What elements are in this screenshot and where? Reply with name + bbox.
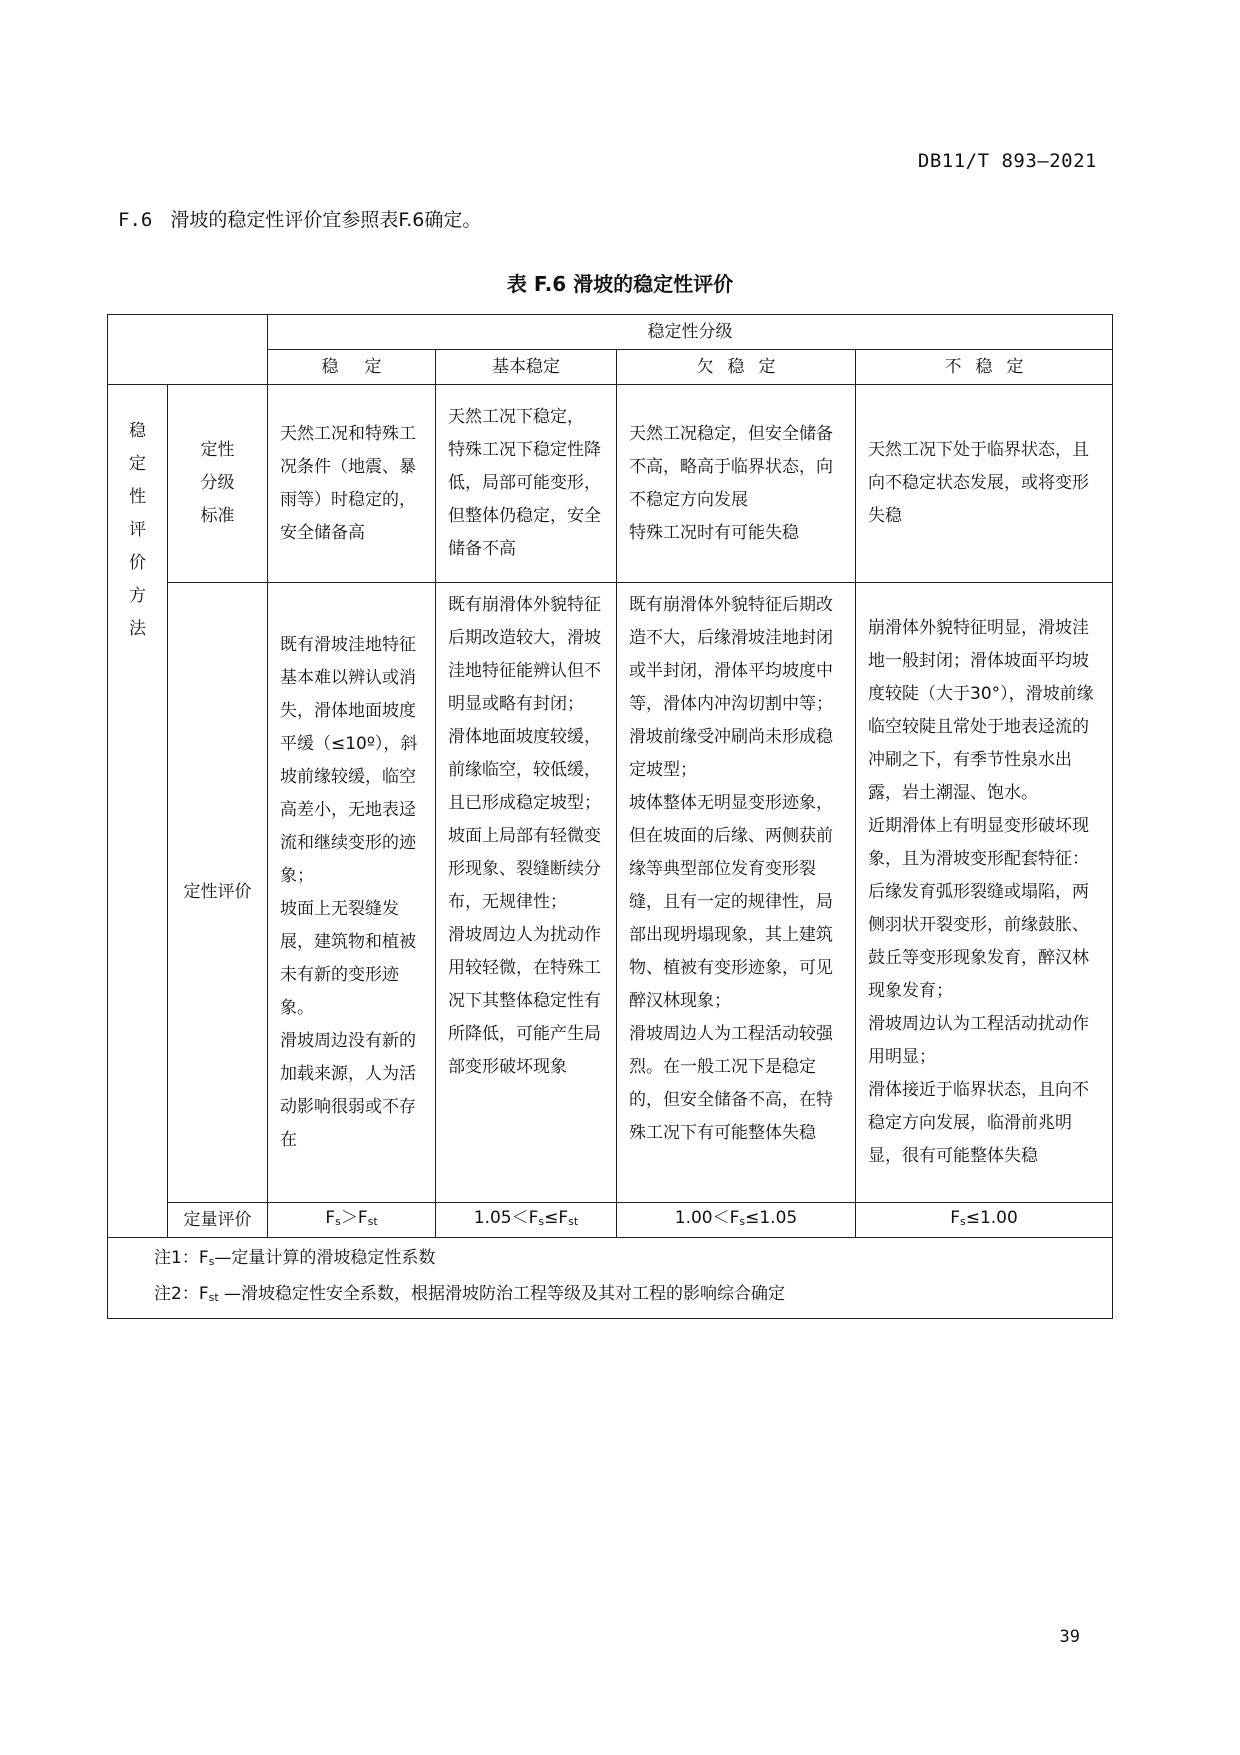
- qualitative-less-stable: 既有崩滑体外貌特征后期改造不大，后缘滑坡洼地封闭或半封闭，滑体平均坡度中等，滑体内冲沟切割中等； 滑坡前缘受冲刷尚未形成稳定坡型； 坡体整体无明显变形迹象，但在坡面的后缘、两侧获前缘等典型部位发育变形裂缝，且有一定的规律性，局部出现坍塌现象，其上建筑物、植被有变形迹象，可见醉汉林现象； 滑坡周边人为工程活动较强烈。在一般工况下是稳定的，但安全储备不高，在特殊工况下有可能整体失稳: [617, 583, 856, 1203]
- corner-cell: [108, 315, 268, 385]
- row-label-quantitative: 定量评价: [168, 1203, 268, 1238]
- classification-unstable: 天然工况下处于临界状态，且向不稳定状态发展，或将变形失稳: [856, 385, 1113, 583]
- classification-basically-stable: 天然工况下稳定， 特殊工况下稳定性降低，局部可能变形， 但整体仍稳定，安全储备不高: [436, 385, 617, 583]
- qualitative-basically-stable: 既有崩滑体外貌特征后期改造较大，滑坡洼地特征能辨认但不明显或略有封闭； 滑体地面坡度较缓，前缘临空，较低缓，且已形成稳定坡型； 坡面上局部有轻微变形现象、裂缝断续分布，无规律性； 滑坡周边人为扰动作用较轻微，在特殊工况下其整体稳定性有所降低，可能产生局部变形破坏现象: [436, 583, 617, 1203]
- row-label-qualitative: 定性评价: [168, 583, 268, 1203]
- qualitative-unstable: 崩滑体外貌特征明显，滑坡洼地一般封闭；滑体坡面平均坡度较陡（大于30°），滑坡前缘临空较陡且常处于地表迳流的冲刷之下，有季节性泉水出露，岩土潮湿、饱水。 近期滑体上有明显变形破坏现象，且为滑坡变形配套特征：后缘发育弧形裂缝或塌陷，两侧羽状开裂变形，前缘鼓胀、鼓丘等变形现象发育，醉汉林现象发育； 滑坡周边认为工程活动扰动作用明显； 滑体接近于临界状态，且向不稳定方向发展，临滑前兆明显，很有可能整体失稳: [856, 583, 1113, 1203]
- classification-less-stable: 天然工况稳定，但安全储备不高，略高于临界状态，向不稳定方向发展 特殊工况时有可能失稳: [617, 385, 856, 583]
- document-code: DB11/T 893—2021: [917, 150, 1097, 172]
- note-2: 注2：$F_{st}$ —滑坡稳定性安全系数，根据滑坡防治工程等级及其对工程的影响综合确定: [154, 1284, 786, 1304]
- column-header-unstable: 不稳定: [856, 350, 1113, 385]
- note-1: 注1：$F_s—$定量计算的滑坡稳定性系数: [154, 1248, 436, 1268]
- table-title: 表 F.6 滑坡的稳定性评价: [506, 272, 734, 296]
- table-notes: [108, 1238, 1113, 1319]
- quantitative-basically-stable: $1.05<F_s\le F_{st}$: [436, 1203, 617, 1238]
- quantitative-less-stable: $1.00<F_s\le 1.05$: [617, 1203, 856, 1238]
- stability-table: [107, 314, 1113, 1319]
- section-text: 滑坡的稳定性评价宜参照表F.6确定。: [170, 209, 482, 231]
- row-label-classification: 定性 分级 标准: [168, 385, 268, 583]
- page-number: 39: [1059, 1627, 1080, 1647]
- classification-stable: 天然工况和特殊工况条件（地震、暴雨等）时稳定的，安全储备高: [268, 385, 436, 583]
- quantitative-stable: $F_s>F_{st}$: [268, 1203, 436, 1238]
- qualitative-stable: 既有滑坡洼地特征基本难以辨认或消失，滑体地面坡度平缓（≤10º），斜坡前缘较缓，临空高差小，无地表迳流和继续变形的迹象； 坡面上无裂缝发展，建筑物和植被未有新的变形迹象。 滑坡周边没有新的加载来源，人为活动影响很弱或不存在: [268, 583, 436, 1203]
- method-label: 稳 定 性 评 价 方 法: [108, 385, 168, 1238]
- group-header: 稳定性分级: [268, 315, 1113, 350]
- column-header-basically-stable: 基本稳定: [436, 350, 617, 385]
- section-paragraph: [118, 205, 481, 232]
- quantitative-unstable: $F_s\le 1.00$: [856, 1203, 1113, 1238]
- column-header-stable: 稳定: [268, 350, 436, 385]
- section-number: F.6: [118, 209, 153, 231]
- column-header-less-stable: 欠稳定: [617, 350, 856, 385]
